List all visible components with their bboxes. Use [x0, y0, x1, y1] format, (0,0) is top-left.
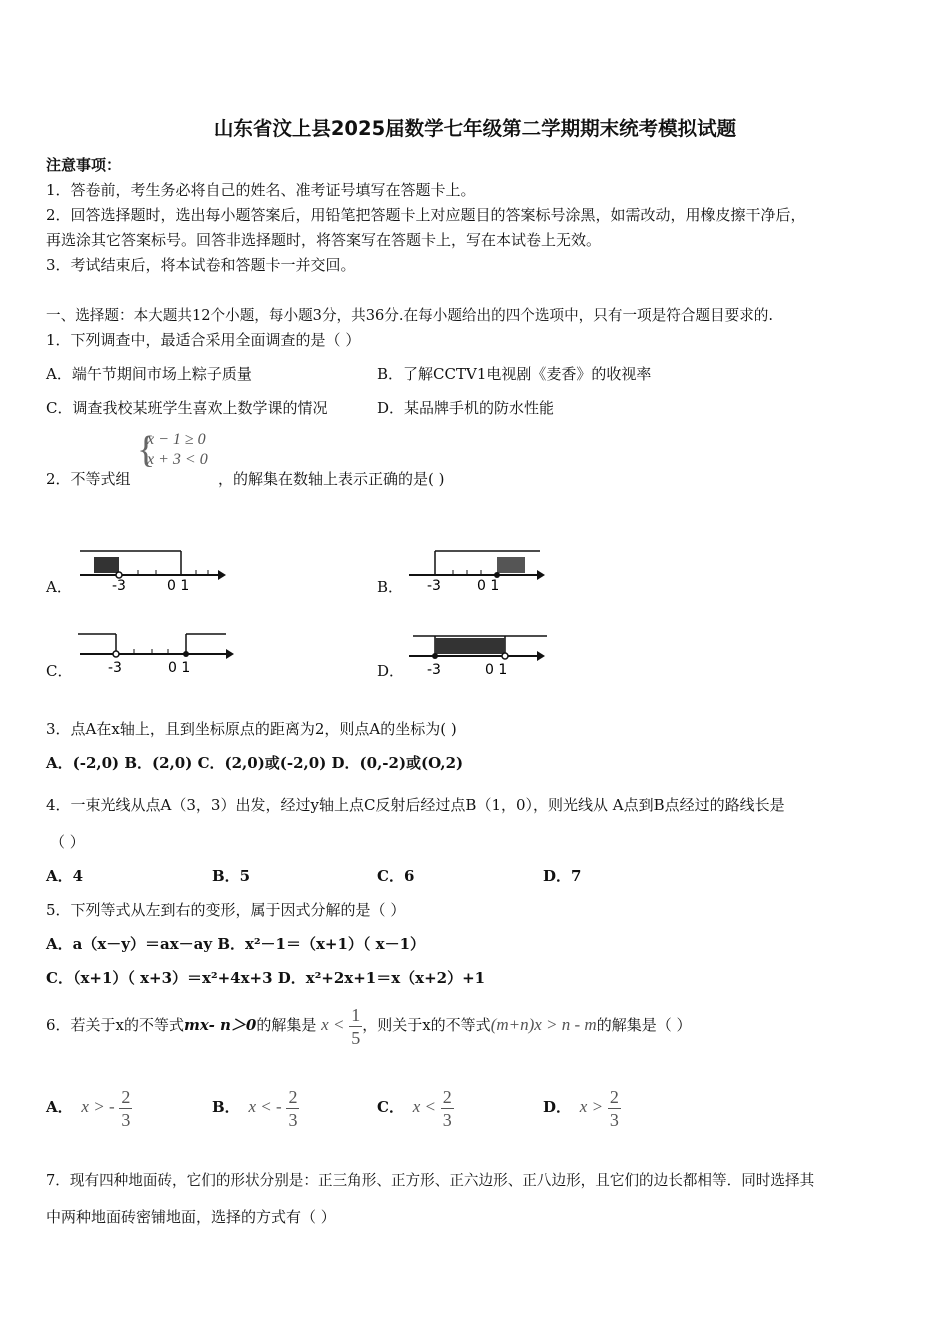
notice-item: 1．答卷前，考生务必将自己的姓名、准考证号填写在答题卡上。: [46, 181, 476, 199]
system-line-2: x + 3 < 0: [147, 451, 208, 468]
tick-label: 0 1: [485, 662, 508, 678]
question-4-stem: 4．一束光线从点A（3，3）出发，经过y轴上点C反射后经过点B（1，0），则光线从 A点到B点经过的路线长是: [46, 796, 785, 814]
q4-paren: （ ）: [50, 833, 85, 851]
q6-option-c[interactable]: [377, 1082, 454, 1132]
q6-option-b[interactable]: [212, 1082, 299, 1132]
question-6-stem: [46, 1000, 692, 1050]
q6-inequality-2: (m+n)x > n - m: [490, 1015, 597, 1034]
q2-option-b-numberline[interactable]: [405, 545, 545, 593]
fraction-numerator: 2: [121, 1086, 131, 1107]
q6-inequality: mx- n＞0: [184, 1016, 257, 1034]
q2-option-b-label[interactable]: B．: [377, 578, 404, 596]
system-line-1: x − 1 ≥ 0: [147, 431, 206, 448]
q2-option-c-label[interactable]: C．: [46, 662, 73, 680]
option-lhs: x < -: [248, 1097, 282, 1116]
q6-text: 的解集是: [256, 1016, 317, 1034]
option-label: D．: [543, 1098, 572, 1116]
inequality-system: { x − 1 ≥ 0 x + 3 < 0: [137, 429, 208, 471]
question-3-stem: 3．点A在x轴上，且到坐标原点的距离为2，则点A的坐标为( ): [46, 720, 457, 738]
q5-options-cd[interactable]: C．（x+1）（ x+3）＝x²+4x+3 D．x²+2x+1＝x（x+2）+1: [46, 969, 486, 987]
option-label: A．: [46, 1098, 73, 1116]
q2-option-c-numberline[interactable]: [76, 628, 236, 676]
notice-heading: 注意事项：: [46, 156, 122, 174]
fraction-numerator: 1: [351, 1004, 361, 1025]
notice-item: 2．回答选择题时，选出每小题答案后，用铅笔把答题卡上对应题目的答案标号涂黑，如需改动，用橡皮擦干净后，: [46, 206, 806, 224]
fraction-numerator: 2: [442, 1086, 452, 1107]
q2-option-a-numberline[interactable]: [76, 545, 226, 593]
q6-text: ，则关于x的不等式: [362, 1016, 491, 1034]
fraction-denominator: 3: [288, 1109, 298, 1130]
q2-option-a-label[interactable]: A．: [46, 578, 72, 596]
q1-option-d[interactable]: D．某品牌手机的防水性能: [377, 399, 555, 417]
q2-option-d-label[interactable]: D．: [377, 662, 405, 680]
tick-label: 0 1: [477, 578, 500, 593]
notice-item: 再选涂其它答案标号。回答非选择题时，将答案写在答题卡上，写在本试卷上无效。: [46, 231, 602, 249]
question-1-stem: 1．下列调查中，最适合采用全面调查的是（ ）: [46, 331, 361, 349]
option-fraction: [119, 1088, 132, 1129]
q5-options-ab[interactable]: A．a（x－y）＝ax－ay B．x²－1＝（x+1）（ x－1）: [46, 935, 426, 953]
page-title: 山东省汶上县2025届数学七年级第二学期期末统考模拟试题: [213, 117, 737, 140]
q6-option-a[interactable]: [46, 1082, 132, 1132]
q6-solution-fraction: [349, 1006, 362, 1047]
q2-option-d-numberline[interactable]: [405, 630, 555, 678]
option-fraction: [286, 1088, 299, 1129]
fraction-denominator: 3: [442, 1109, 452, 1130]
tick-label: -3: [427, 578, 441, 593]
tick-label: -3: [112, 578, 126, 593]
tick-label: -3: [108, 660, 122, 676]
tick-label: -3: [427, 662, 441, 678]
fraction-denominator: 3: [121, 1109, 131, 1130]
q4-option-a[interactable]: A．4: [46, 867, 84, 885]
option-lhs: x <: [412, 1097, 437, 1116]
fraction-denominator: 3: [609, 1109, 619, 1130]
fraction-numerator: 2: [609, 1086, 619, 1107]
option-label: B．: [212, 1098, 240, 1116]
section-heading: 一、选择题：本大题共12个小题，每小题3分，共36分.在每小题给出的四个选项中，只有一项是符合题目要求的.: [46, 307, 774, 324]
fraction-numerator: 2: [288, 1086, 298, 1107]
fraction-denominator: 5: [351, 1027, 361, 1048]
q1-option-b[interactable]: B．了解CCTV1电视剧《麦香》的收视率: [377, 365, 652, 383]
q6-text: 的解集是（ ）: [596, 1016, 692, 1034]
question-7-stem-line1: 7．现有四种地面砖，它们的形状分别是：正三角形、正方形、正六边形、正八边形，且它们的边长都相等．同时选择其: [46, 1172, 815, 1189]
q4-option-c[interactable]: C．6: [377, 867, 415, 885]
option-fraction: [441, 1088, 454, 1129]
q1-option-c[interactable]: C．调查我校某班学生喜欢上数学课的情况: [46, 399, 328, 417]
option-lhs: x > -: [81, 1097, 115, 1116]
tick-label: 0 1: [167, 578, 190, 593]
q4-option-b[interactable]: B．5: [212, 867, 251, 885]
q4-option-d[interactable]: D．7: [543, 867, 582, 885]
q2-prefix: 2．不等式组: [46, 470, 131, 488]
tick-label: 0 1: [168, 660, 191, 676]
q6-text: 6．若关于x的不等式: [46, 1016, 185, 1034]
option-label: C．: [377, 1098, 404, 1116]
q6-solution-lhs: x <: [321, 1015, 345, 1034]
q3-options[interactable]: A．(-2,0) B．(2,0) C．(2,0)或(-2,0) D．(0,-2)或(O,2): [46, 754, 464, 772]
notice-item: 3．考试结束后，将本试卷和答题卡一并交回。: [46, 256, 356, 274]
q1-option-a[interactable]: A．端午节期间市场上粽子质量: [46, 365, 252, 383]
q6-option-d[interactable]: [543, 1082, 621, 1132]
q2-suffix: ，的解集在数轴上表示正确的是( ): [218, 470, 445, 488]
question-5-stem: 5．下列等式从左到右的变形，属于因式分解的是（ ）: [46, 901, 406, 919]
option-fraction: [608, 1088, 621, 1129]
option-lhs: x >: [579, 1097, 604, 1116]
question-7-stem-line2: 中两种地面砖密铺地面，选择的方式有（ ）: [46, 1208, 336, 1226]
